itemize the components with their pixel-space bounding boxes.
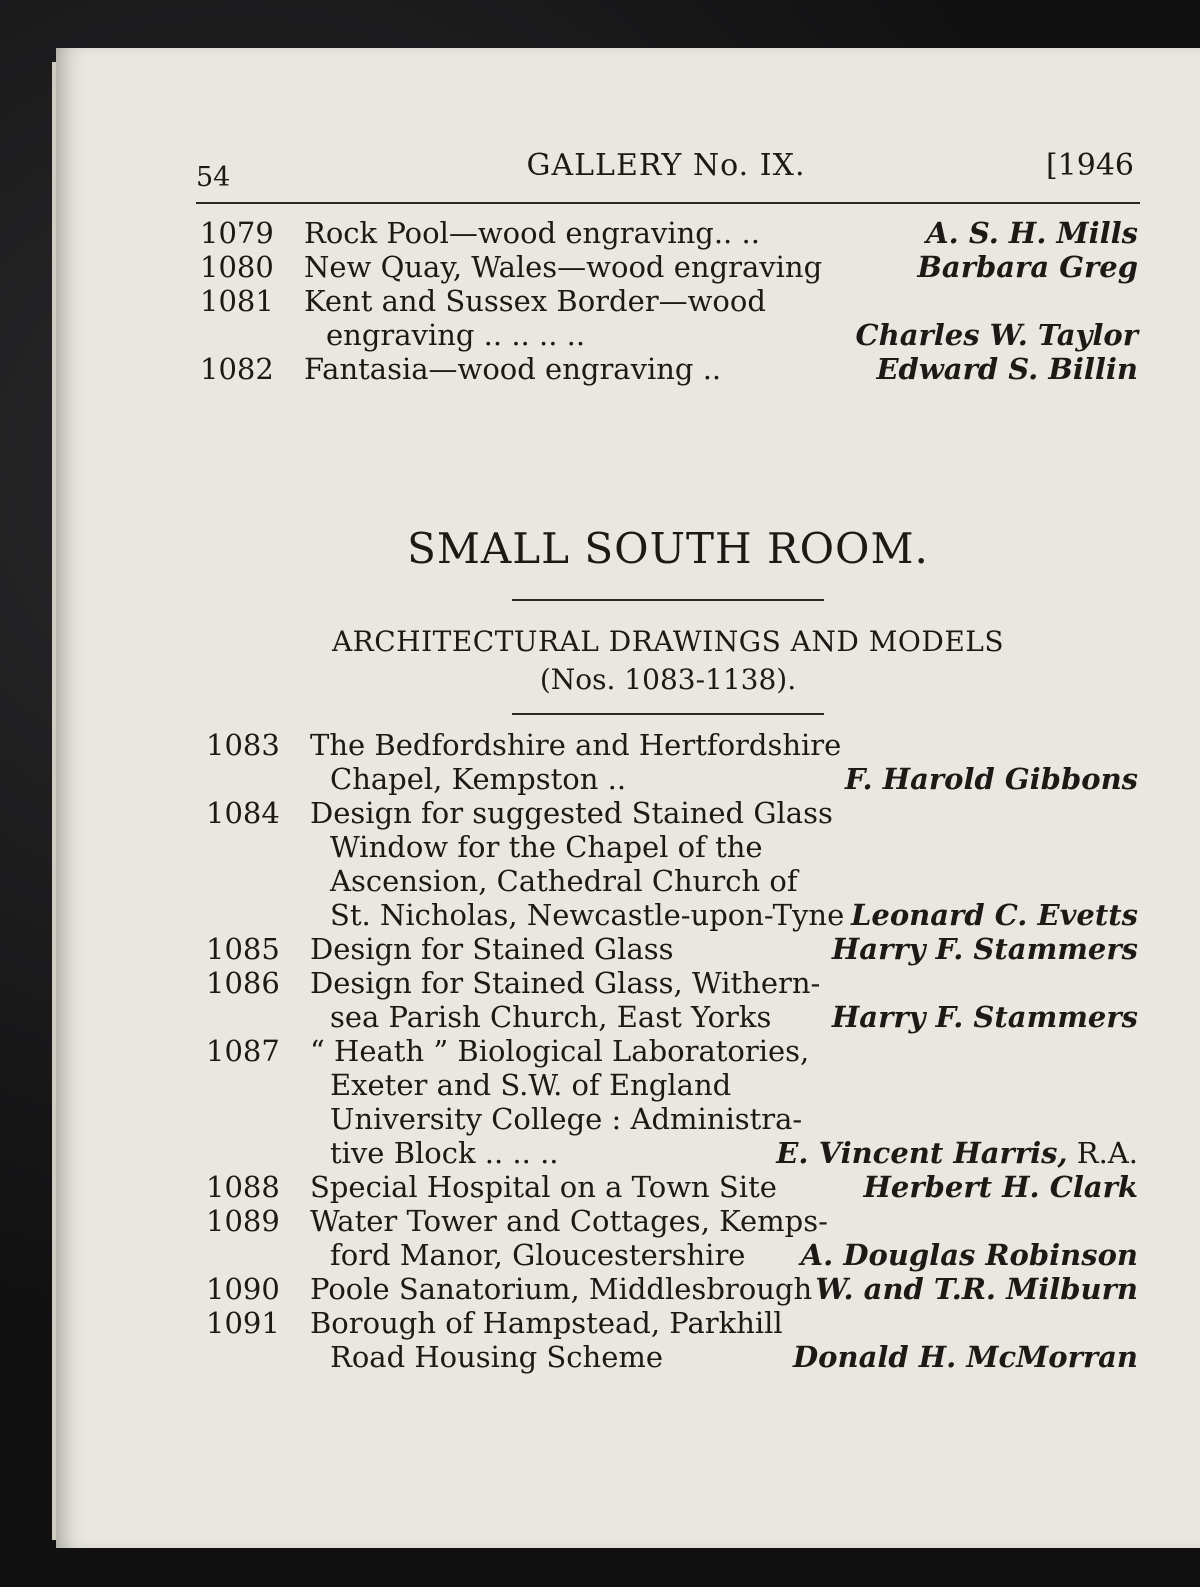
catalogue-entry (196, 352, 1140, 386)
entry-line (196, 1340, 1140, 1374)
entry-title: Ascension, Cathedral Church of (330, 864, 798, 898)
artist-name: Donald H. McMorran (793, 1340, 1138, 1374)
catalogue-entry (196, 796, 1140, 932)
entry-number: 1082 (200, 352, 274, 386)
entry-title: engraving .. .. .. .. (326, 318, 586, 352)
entry-number: 1089 (206, 1204, 280, 1238)
entry-number: 1083 (206, 728, 280, 762)
entry-number: 1081 (200, 284, 274, 318)
entry-title: St. Nicholas, Newcastle-upon-Tyne (330, 898, 845, 932)
entry-line (196, 830, 1140, 864)
entry-line (196, 1000, 1140, 1034)
entry-line (196, 1102, 1140, 1136)
entry-artist (864, 1170, 1138, 1204)
section-title: SMALL SOUTH ROOM. (407, 524, 929, 573)
catalogue-entry (196, 728, 1140, 796)
catalogue-entry (196, 966, 1140, 1034)
catalogue-entry (196, 1204, 1140, 1272)
artist-suffix: R.A. (1067, 1136, 1138, 1170)
entry-title: Special Hospital on a Town Site (310, 1170, 777, 1204)
section-subtitle: ARCHITECTURAL DRAWINGS AND MODELS (331, 625, 1005, 658)
artist-name: Herbert H. Clark (863, 1170, 1138, 1204)
entry-line (196, 1204, 1140, 1238)
catalogue-entry (196, 932, 1140, 966)
artist-name: F. Harold Gibbons (844, 762, 1138, 796)
entry-line (196, 284, 1140, 318)
entry-artist (776, 1136, 1138, 1170)
catalogue-entry (196, 250, 1140, 284)
entry-line (196, 250, 1140, 284)
artist-name: E. Vincent Harris, (776, 1136, 1068, 1170)
artist-name: Harry F. Stammers (831, 932, 1138, 966)
entry-line (196, 728, 1140, 762)
entry-number: 1088 (206, 1170, 280, 1204)
entry-line (196, 1068, 1140, 1102)
entry-title: Chapel, Kempston .. (330, 762, 627, 796)
entry-title: Design for suggested Stained Glass (310, 796, 833, 830)
entry-number: 1084 (206, 796, 280, 830)
entry-artist (801, 1238, 1138, 1272)
entry-number: 1079 (200, 216, 274, 250)
catalogue-entry (196, 216, 1140, 250)
catalogue-entry (196, 1170, 1140, 1204)
page-number: 54 (196, 162, 231, 193)
artist-name: Edward S. Billin (876, 352, 1138, 386)
entry-title: Kent and Sussex Border—wood (304, 284, 766, 318)
entry-list (196, 728, 1140, 1374)
entry-title: Poole Sanatorium, Middlesbrough (310, 1272, 813, 1306)
entry-line (196, 1034, 1140, 1068)
catalogue-entry (196, 284, 1140, 352)
entry-line (196, 352, 1140, 386)
header-rule (196, 202, 1140, 204)
entry-title: Design for Stained Glass (310, 932, 674, 966)
entry-artist (793, 1340, 1138, 1374)
entry-line (196, 762, 1140, 796)
entry-title: University College : Administra- (330, 1102, 803, 1136)
artist-name: W. and T.R. Milburn (815, 1272, 1138, 1306)
entry-line (196, 864, 1140, 898)
entry-title: ford Manor, Gloucestershire (330, 1238, 746, 1272)
entry-line (196, 1306, 1140, 1340)
gallery-title: GALLERY No. IX. (526, 148, 806, 183)
artist-name: Barbara Greg (917, 250, 1138, 284)
entry-line (196, 932, 1140, 966)
entry-title: Road Housing Scheme (330, 1340, 664, 1374)
artist-name: Charles W. Taylor (855, 318, 1138, 352)
entry-artist (876, 352, 1138, 386)
top-entry-list (196, 216, 1140, 386)
catalogue-entry (196, 1034, 1140, 1170)
entry-line (196, 1170, 1140, 1204)
entry-line (196, 796, 1140, 830)
entry-number: 1086 (206, 966, 280, 1000)
entry-artist (815, 1272, 1138, 1306)
entry-title: Water Tower and Cottages, Kemps- (310, 1204, 828, 1238)
entry-line (196, 898, 1140, 932)
entry-line (196, 318, 1140, 352)
entry-line (196, 1238, 1140, 1272)
running-header (196, 138, 1136, 198)
artist-name: A. Douglas Robinson (800, 1238, 1138, 1272)
entry-line (196, 966, 1140, 1000)
entry-title: The Bedfordshire and Hertfordshire (310, 728, 842, 762)
entry-line (196, 1136, 1140, 1170)
entry-artist (917, 250, 1138, 284)
entry-title: sea Parish Church, East Yorks (330, 1000, 772, 1034)
entry-number: 1090 (206, 1272, 280, 1306)
entry-line (196, 1272, 1140, 1306)
section-rule-lower (512, 713, 824, 715)
entry-title: New Quay, Wales—wood engraving (304, 250, 823, 284)
entry-number: 1080 (200, 250, 274, 284)
section-rule (512, 599, 824, 601)
entry-number: 1087 (206, 1034, 280, 1068)
catalogue-entry (196, 1306, 1140, 1374)
section-range: (Nos. 1083-1138). (539, 663, 797, 696)
catalogue-entry (196, 1272, 1140, 1306)
entry-artist (856, 318, 1138, 352)
artist-name: A. S. H. Mills (926, 216, 1138, 250)
entry-artist (832, 1000, 1138, 1034)
entry-artist (926, 216, 1138, 250)
entry-title: “ Heath ” Biological Laboratories, (310, 1034, 810, 1068)
entry-number: 1085 (206, 932, 280, 966)
entry-title: tive Block .. .. .. (330, 1136, 559, 1170)
entry-line (196, 216, 1140, 250)
entry-artist (845, 762, 1138, 796)
entry-artist (832, 932, 1138, 966)
entry-title: Exeter and S.W. of England (330, 1068, 732, 1102)
artist-name: Leonard C. Evetts (851, 898, 1138, 932)
entry-title: Design for Stained Glass, Withern- (310, 966, 821, 1000)
entry-title: Rock Pool—wood engraving.. .. (304, 216, 760, 250)
artist-name: Harry F. Stammers (831, 1000, 1138, 1034)
entry-title: Window for the Chapel of the (330, 830, 763, 864)
year: [1946 (1045, 148, 1134, 183)
entry-title: Fantasia—wood engraving .. (304, 352, 722, 386)
entry-title: Borough of Hampstead, Parkhill (310, 1306, 783, 1340)
entry-number: 1091 (206, 1306, 280, 1340)
entry-artist (851, 898, 1138, 932)
